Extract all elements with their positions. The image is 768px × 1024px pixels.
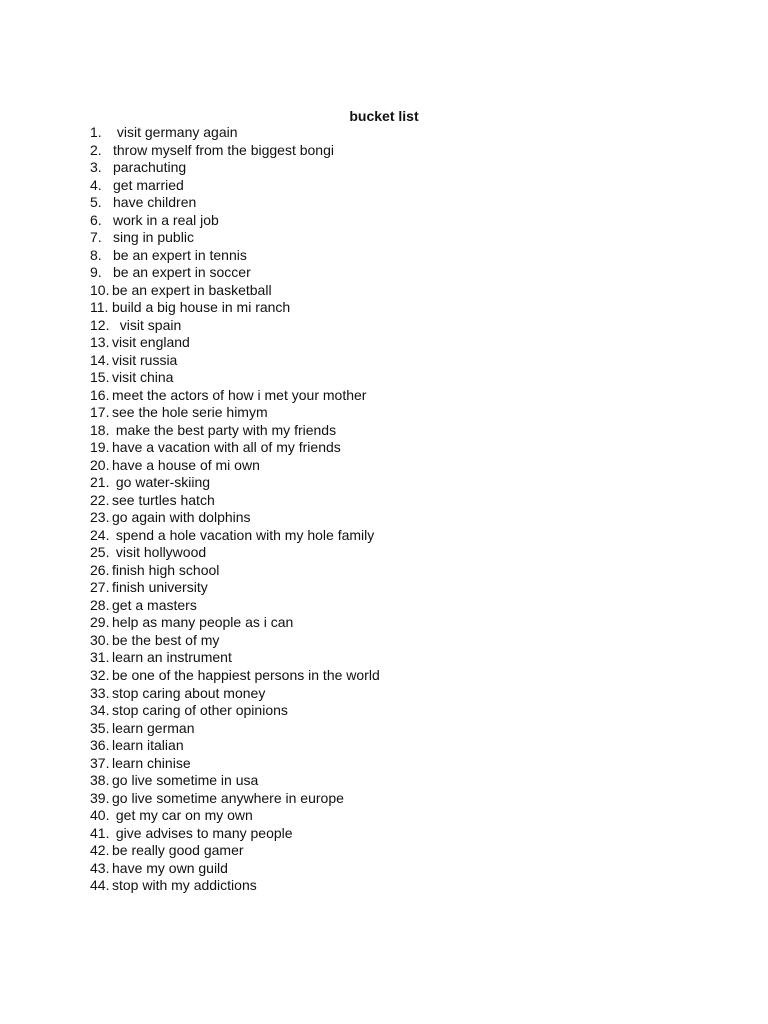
- list-item-text: give advises to many people: [112, 824, 293, 841]
- list-item-number: 35.: [90, 719, 110, 736]
- list-item-number: 16.: [90, 386, 110, 403]
- list-item-number: 10.: [90, 281, 110, 298]
- page-title: [0, 107, 768, 125]
- list-item: [90, 737, 380, 755]
- list-item-text: learn german: [112, 719, 195, 736]
- list-item-number: 43.: [90, 859, 110, 876]
- list-item: [90, 177, 380, 195]
- list-item-text: visit russia: [112, 351, 178, 368]
- list-item-number: 15.: [90, 369, 110, 386]
- list-item: [90, 877, 380, 895]
- list-item-text: meet the actors of how i met your mother: [112, 386, 367, 403]
- list-item-text: visit china: [112, 369, 174, 386]
- list-item-text: learn italian: [112, 737, 184, 754]
- list-item-number: 9.: [90, 264, 102, 281]
- list-item-number: 26.: [90, 561, 110, 578]
- list-item: [90, 457, 380, 475]
- list-item: [90, 807, 380, 825]
- list-item-number: 23.: [90, 509, 110, 526]
- list-item-text: learn an instrument: [112, 649, 232, 666]
- list-item-text: be an expert in tennis: [113, 246, 247, 263]
- list-item: [90, 439, 380, 457]
- list-item-text: learn chinise: [112, 754, 191, 771]
- list-item-text: be really good gamer: [112, 842, 244, 859]
- list-item: [90, 142, 380, 160]
- list-item-text: get my car on my own: [112, 807, 253, 824]
- list-item: [90, 229, 380, 247]
- list-item-text: go live sometime anywhere in europe: [112, 789, 344, 806]
- list-item: [90, 562, 380, 580]
- list-item-text: spend a hole vacation with my hole family: [112, 526, 375, 543]
- list-item-text: make the best party with my friends: [112, 421, 337, 438]
- list-item-text: be the best of my: [112, 631, 220, 648]
- list-item: [90, 579, 380, 597]
- list-item-text: have a house of mi own: [112, 456, 260, 473]
- list-item: [90, 422, 380, 440]
- list-item-number: 2.: [90, 141, 102, 158]
- list-item: [90, 194, 380, 212]
- list-item: [90, 159, 380, 177]
- list-item-text: visit germany again: [113, 124, 238, 140]
- list-item-number: 29.: [90, 614, 110, 631]
- list-item: [90, 317, 380, 335]
- list-item: [90, 649, 380, 667]
- list-item: [90, 352, 380, 370]
- list-item-text: visit spain: [112, 316, 182, 333]
- list-item-number: 30.: [90, 631, 110, 648]
- list-item-text: get a masters: [112, 596, 197, 613]
- list-item: [90, 772, 380, 790]
- list-item-text: work in a real job: [113, 211, 219, 228]
- list-item-text: see turtles hatch: [112, 491, 215, 508]
- list-item-number: 37.: [90, 754, 110, 771]
- list-item: [90, 614, 380, 632]
- list-item-text: stop caring of other opinions: [112, 702, 288, 719]
- list-item: [90, 685, 380, 703]
- list-item-number: 6.: [90, 211, 102, 228]
- list-item: [90, 860, 380, 878]
- list-item-number: 20.: [90, 456, 110, 473]
- list-item-number: 7.: [90, 229, 102, 246]
- list-item-text: throw myself from the biggest bongi: [113, 141, 334, 158]
- list-item-number: 8.: [90, 246, 102, 263]
- list-item-number: 27.: [90, 579, 110, 596]
- list-item-text: have my own guild: [112, 859, 228, 876]
- list-item-number: 24.: [90, 526, 110, 543]
- list-item: [90, 790, 380, 808]
- list-item-text: have children: [113, 194, 197, 211]
- list-item-number: 39.: [90, 789, 110, 806]
- list-item-number: 34.: [90, 702, 110, 719]
- list-item-text: get married: [113, 176, 184, 193]
- list-item-number: 25.: [90, 544, 110, 561]
- list-item-number: 13.: [90, 334, 110, 351]
- list-item: [90, 124, 380, 142]
- list-item-text: go water-skiing: [112, 474, 211, 491]
- list-item-number: 44.: [90, 877, 110, 894]
- list-item-number: 38.: [90, 772, 110, 789]
- title-text: bucket list: [349, 108, 419, 124]
- list-item: [90, 720, 380, 738]
- list-item-text: be one of the happiest persons in the world: [112, 666, 380, 683]
- list-item: [90, 387, 380, 405]
- list-item-number: 32.: [90, 666, 110, 683]
- list-item: [90, 282, 380, 300]
- list-item: [90, 247, 380, 265]
- list-item: [90, 632, 380, 650]
- list-item-number: 14.: [90, 351, 110, 368]
- list-item-text: visit hollywood: [112, 544, 207, 561]
- list-item: [90, 369, 380, 387]
- list-item-text: sing in public: [113, 229, 194, 246]
- list-item: [90, 825, 380, 843]
- list-item: [90, 404, 380, 422]
- list-item-text: be an expert in soccer: [113, 264, 251, 281]
- list-item-number: 3.: [90, 159, 102, 176]
- list-item-number: 17.: [90, 404, 110, 421]
- list-item-text: visit england: [112, 334, 190, 351]
- list-item: [90, 509, 380, 527]
- list-item-text: go again with dolphins: [112, 509, 251, 526]
- list-item: [90, 474, 380, 492]
- list-item: [90, 212, 380, 230]
- list-item-number: 18.: [90, 421, 110, 438]
- list-item-number: 40.: [90, 807, 110, 824]
- list-item: [90, 702, 380, 720]
- list-item-text: help as many people as i can: [112, 614, 294, 631]
- list-item: [90, 544, 380, 562]
- list-item: [90, 334, 380, 352]
- list-item: [90, 492, 380, 510]
- list-item: [90, 755, 380, 773]
- list-item-number: 31.: [90, 649, 110, 666]
- list-item: [90, 264, 380, 282]
- list-item: [90, 842, 380, 860]
- list-item-number: 22.: [90, 491, 110, 508]
- list-item-text: finish university: [112, 579, 208, 596]
- list-item-number: 19.: [90, 439, 110, 456]
- list-item-number: 1.: [90, 124, 102, 140]
- list-item-text: parachuting: [113, 159, 187, 176]
- list-item-number: 41.: [90, 824, 110, 841]
- list-item-number: 21.: [90, 474, 110, 491]
- list-item-text: finish high school: [112, 561, 220, 578]
- list-item-number: 12.: [90, 316, 110, 333]
- list-item-number: 5.: [90, 194, 102, 211]
- list-item-text: see the hole serie himym: [112, 404, 268, 421]
- list-item: [90, 667, 380, 685]
- list-item-number: 42.: [90, 842, 110, 859]
- list-item-number: 28.: [90, 596, 110, 613]
- list-item: [90, 597, 380, 615]
- list-item-text: stop caring about money: [112, 684, 266, 701]
- list-item-number: 36.: [90, 737, 110, 754]
- list-item-text: have a vacation with all of my friends: [112, 439, 341, 456]
- list-item: [90, 299, 380, 317]
- list-item-number: 11.: [90, 299, 109, 316]
- list-item-number: 4.: [90, 176, 102, 193]
- list-item-text: go live sometime in usa: [112, 772, 259, 789]
- bucket-list: [90, 124, 380, 895]
- list-item-number: 33.: [90, 684, 110, 701]
- list-item-text: stop with my addictions: [112, 877, 257, 894]
- list-item-text: build a big house in mi ranch: [112, 299, 291, 316]
- list-item: [90, 527, 380, 545]
- list-item-text: be an expert in basketball: [112, 281, 272, 298]
